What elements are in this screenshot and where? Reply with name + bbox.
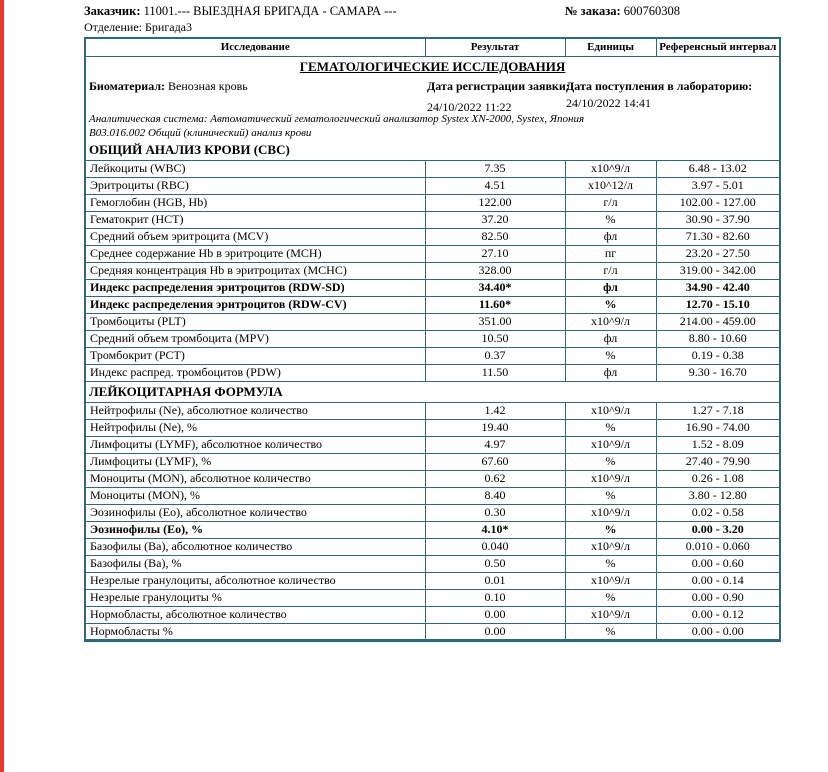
lab-report-page bbox=[84, 4, 781, 642]
reference-cell: 1.52 - 8.09 bbox=[656, 436, 780, 453]
table-row bbox=[85, 245, 780, 262]
reference-cell: 102.00 - 127.00 bbox=[656, 194, 780, 211]
analytical-system-row bbox=[85, 112, 780, 126]
report-header bbox=[84, 4, 781, 34]
results-table bbox=[84, 37, 781, 642]
registration-date-label: Дата регистрации заявки: bbox=[427, 78, 570, 93]
report-header-line1 bbox=[84, 4, 781, 20]
biomaterial-block bbox=[86, 76, 779, 112]
customer-label: Заказчик: bbox=[84, 4, 141, 18]
received-date-block bbox=[566, 79, 752, 111]
reference-cell: 23.20 - 27.50 bbox=[656, 245, 780, 262]
units-cell: фл bbox=[565, 228, 656, 245]
test-name-cell: Эритроциты (RBC) bbox=[85, 177, 425, 194]
result-cell: 0.040 bbox=[425, 538, 565, 555]
received-date-label: Дата поступления в лабораторию: bbox=[566, 78, 753, 93]
test-name-cell: Лимфоциты (LYMF), абсолютное количество bbox=[85, 436, 425, 453]
reference-cell: 16.90 - 74.00 bbox=[656, 419, 780, 436]
result-cell: 328.00 bbox=[425, 262, 565, 279]
units-cell: % bbox=[565, 555, 656, 572]
section-title-row bbox=[85, 140, 780, 161]
table-row bbox=[85, 262, 780, 279]
column-header-units: Единицы bbox=[565, 38, 656, 56]
units-cell: x10^9/л bbox=[565, 504, 656, 521]
reference-cell: 30.90 - 37.90 bbox=[656, 211, 780, 228]
table-row bbox=[85, 504, 780, 521]
reference-cell: 6.48 - 13.02 bbox=[656, 160, 780, 177]
table-row bbox=[85, 606, 780, 623]
table-row bbox=[85, 521, 780, 538]
test-name-cell: Эозинофилы (Eo), абсолютное количество bbox=[85, 504, 425, 521]
table-row bbox=[85, 364, 780, 381]
table-row bbox=[85, 279, 780, 296]
analytical-system-text: Аналитическая система: Автоматический гематологический анализатор Systex XN-2000, Systex, Япония bbox=[89, 112, 585, 125]
table-row bbox=[85, 572, 780, 589]
reference-cell: 0.26 - 1.08 bbox=[656, 470, 780, 487]
units-cell: фл bbox=[565, 364, 656, 381]
test-name-cell: Нормобласты, абсолютное количество bbox=[85, 606, 425, 623]
table-row bbox=[85, 330, 780, 347]
reference-cell: 0.00 - 0.00 bbox=[656, 623, 780, 640]
units-cell: % bbox=[565, 521, 656, 538]
test-name-cell: Средний объем эритроцита (MCV) bbox=[85, 228, 425, 245]
result-cell: 27.10 bbox=[425, 245, 565, 262]
table-row bbox=[85, 538, 780, 555]
test-name-cell: Индекс распределения эритроцитов (RDW-SD) bbox=[85, 279, 425, 296]
table-row bbox=[85, 402, 780, 419]
test-name-cell: Индекс распред. тромбоцитов (PDW) bbox=[85, 364, 425, 381]
units-cell: фл bbox=[565, 330, 656, 347]
reference-cell: 319.00 - 342.00 bbox=[656, 262, 780, 279]
units-cell: % bbox=[565, 296, 656, 313]
units-cell: x10^12/л bbox=[565, 177, 656, 194]
result-cell: 1.42 bbox=[425, 402, 565, 419]
table-header-row bbox=[85, 38, 780, 56]
table-row bbox=[85, 436, 780, 453]
test-name-cell: Среднее содержание Hb в эритроците (MCH) bbox=[85, 245, 425, 262]
result-cell: 8.40 bbox=[425, 487, 565, 504]
reference-cell: 0.00 - 0.60 bbox=[656, 555, 780, 572]
group-title-row bbox=[85, 56, 780, 76]
section-title-row bbox=[85, 381, 780, 402]
result-cell: 4.97 bbox=[425, 436, 565, 453]
units-cell: пг bbox=[565, 245, 656, 262]
reference-cell: 0.00 - 0.12 bbox=[656, 606, 780, 623]
units-cell: x10^9/л bbox=[565, 160, 656, 177]
result-cell: 4.10* bbox=[425, 521, 565, 538]
result-cell: 4.51 bbox=[425, 177, 565, 194]
units-cell: x10^9/л bbox=[565, 436, 656, 453]
result-cell: 34.40* bbox=[425, 279, 565, 296]
order-number-label: № заказа: bbox=[565, 4, 621, 18]
column-header-test: Исследование bbox=[85, 38, 425, 56]
result-cell: 11.50 bbox=[425, 364, 565, 381]
result-cell: 0.00 bbox=[425, 606, 565, 623]
customer-block bbox=[84, 4, 397, 18]
units-cell: x10^9/л bbox=[565, 402, 656, 419]
result-cell: 82.50 bbox=[425, 228, 565, 245]
test-name-cell: Незрелые гранулоциты, абсолютное количество bbox=[85, 572, 425, 589]
units-cell: фл bbox=[565, 279, 656, 296]
result-cell: 0.10 bbox=[425, 589, 565, 606]
result-cell: 11.60* bbox=[425, 296, 565, 313]
table-row bbox=[85, 194, 780, 211]
service-code-text: B03.016.002 Общий (клинический) анализ крови bbox=[89, 126, 312, 139]
test-name-cell: Лейкоциты (WBC) bbox=[85, 160, 425, 177]
table-row bbox=[85, 589, 780, 606]
table-row bbox=[85, 470, 780, 487]
department-label: Отделение: bbox=[84, 20, 143, 34]
result-cell: 351.00 bbox=[425, 313, 565, 330]
units-cell: x10^9/л bbox=[565, 606, 656, 623]
result-cell: 10.50 bbox=[425, 330, 565, 347]
reference-cell: 0.02 - 0.58 bbox=[656, 504, 780, 521]
units-cell: % bbox=[565, 211, 656, 228]
biomaterial-row bbox=[85, 76, 780, 112]
units-cell: г/л bbox=[565, 194, 656, 211]
units-cell: % bbox=[565, 623, 656, 640]
group-title: ГЕМАТОЛОГИЧЕСКИЕ ИССЛЕДОВАНИЯ bbox=[299, 58, 566, 74]
reference-cell: 71.30 - 82.60 bbox=[656, 228, 780, 245]
table-row bbox=[85, 453, 780, 470]
reference-cell: 12.70 - 15.10 bbox=[656, 296, 780, 313]
customer-value: 11001.--- ВЫЕЗДНАЯ БРИГАДА - САМАРА --- bbox=[143, 4, 397, 18]
test-name-cell: Базофилы (Ba), % bbox=[85, 555, 425, 572]
table-row bbox=[85, 313, 780, 330]
test-name-cell: Средний объем тромбоцита (MPV) bbox=[85, 330, 425, 347]
service-code-row bbox=[85, 126, 780, 140]
result-cell: 19.40 bbox=[425, 419, 565, 436]
table-row bbox=[85, 555, 780, 572]
units-cell: x10^9/л bbox=[565, 572, 656, 589]
test-name-cell: Гемоглобин (HGB, Hb) bbox=[85, 194, 425, 211]
test-name-cell: Незрелые гранулоциты % bbox=[85, 589, 425, 606]
table-row bbox=[85, 296, 780, 313]
test-name-cell: Нормобласты % bbox=[85, 623, 425, 640]
units-cell: x10^9/л bbox=[565, 470, 656, 487]
units-cell: % bbox=[565, 589, 656, 606]
test-name-cell: Базофилы (Ba), абсолютное количество bbox=[85, 538, 425, 555]
test-name-cell: Лимфоциты (LYMF), % bbox=[85, 453, 425, 470]
test-name-cell: Моноциты (MON), абсолютное количество bbox=[85, 470, 425, 487]
biomaterial-info bbox=[89, 79, 248, 94]
reference-cell: 0.00 - 0.90 bbox=[656, 589, 780, 606]
reference-cell: 0.00 - 0.14 bbox=[656, 572, 780, 589]
table-row bbox=[85, 211, 780, 228]
units-cell: г/л bbox=[565, 262, 656, 279]
result-cell: 7.35 bbox=[425, 160, 565, 177]
column-header-result: Результат bbox=[425, 38, 565, 56]
units-cell: % bbox=[565, 419, 656, 436]
table-row bbox=[85, 177, 780, 194]
units-cell: % bbox=[565, 487, 656, 504]
table-row bbox=[85, 347, 780, 364]
units-cell: % bbox=[565, 347, 656, 364]
column-header-reference: Референсный интервал bbox=[656, 38, 780, 56]
reference-cell: 8.80 - 10.60 bbox=[656, 330, 780, 347]
reference-cell: 3.80 - 12.80 bbox=[656, 487, 780, 504]
biomaterial-label: Биоматериал: bbox=[89, 78, 166, 93]
results-tbody bbox=[85, 38, 780, 640]
received-date-value: 24/10/2022 14:41 bbox=[566, 95, 652, 110]
units-cell: x10^9/л bbox=[565, 313, 656, 330]
registration-date-value: 24/10/2022 11:22 bbox=[427, 99, 512, 112]
result-cell: 122.00 bbox=[425, 194, 565, 211]
test-name-cell: Нейтрофилы (Ne), абсолютное количество bbox=[85, 402, 425, 419]
test-name-cell: Эозинофилы (Eo), % bbox=[85, 521, 425, 538]
test-name-cell: Тромбокрит (PCT) bbox=[85, 347, 425, 364]
department-value: Бригада3 bbox=[145, 20, 193, 34]
table-row bbox=[85, 419, 780, 436]
reference-cell: 214.00 - 459.00 bbox=[656, 313, 780, 330]
result-cell: 0.62 bbox=[425, 470, 565, 487]
result-cell: 0.50 bbox=[425, 555, 565, 572]
section-title: ОБЩИЙ АНАЛИЗ КРОВИ (CBC) bbox=[89, 141, 290, 157]
order-number-block bbox=[565, 4, 680, 19]
result-cell: 67.60 bbox=[425, 453, 565, 470]
test-name-cell: Средняя концентрация Hb в эритроцитах (MCHC) bbox=[85, 262, 425, 279]
department-block bbox=[84, 20, 781, 34]
reference-cell: 27.40 - 79.90 bbox=[656, 453, 780, 470]
table-row bbox=[85, 160, 780, 177]
units-cell: % bbox=[565, 453, 656, 470]
table-row bbox=[85, 228, 780, 245]
reference-cell: 1.27 - 7.18 bbox=[656, 402, 780, 419]
biomaterial-value: Венозная кровь bbox=[168, 78, 248, 93]
reference-cell: 34.90 - 42.40 bbox=[656, 279, 780, 296]
test-name-cell: Индекс распределения эритроцитов (RDW-CV) bbox=[85, 296, 425, 313]
units-cell: x10^9/л bbox=[565, 538, 656, 555]
table-row bbox=[85, 487, 780, 504]
reference-cell: 3.97 - 5.01 bbox=[656, 177, 780, 194]
reference-cell: 9.30 - 16.70 bbox=[656, 364, 780, 381]
result-cell: 37.20 bbox=[425, 211, 565, 228]
result-cell: 0.30 bbox=[425, 504, 565, 521]
test-name-cell: Нейтрофилы (Ne), % bbox=[85, 419, 425, 436]
registration-date-block bbox=[427, 79, 570, 112]
test-name-cell: Тромбоциты (PLT) bbox=[85, 313, 425, 330]
scan-edge-line bbox=[0, 0, 4, 772]
reference-cell: 0.00 - 3.20 bbox=[656, 521, 780, 538]
table-row bbox=[85, 623, 780, 640]
result-cell: 0.37 bbox=[425, 347, 565, 364]
test-name-cell: Моноциты (MON), % bbox=[85, 487, 425, 504]
reference-cell: 0.19 - 0.38 bbox=[656, 347, 780, 364]
result-cell: 0.01 bbox=[425, 572, 565, 589]
test-name-cell: Гематокрит (HCT) bbox=[85, 211, 425, 228]
order-number-value: 600760308 bbox=[623, 4, 681, 18]
reference-cell: 0.010 - 0.060 bbox=[656, 538, 780, 555]
result-cell: 0.00 bbox=[425, 623, 565, 640]
section-title: ЛЕЙКОЦИТАРНАЯ ФОРМУЛА bbox=[89, 383, 283, 399]
